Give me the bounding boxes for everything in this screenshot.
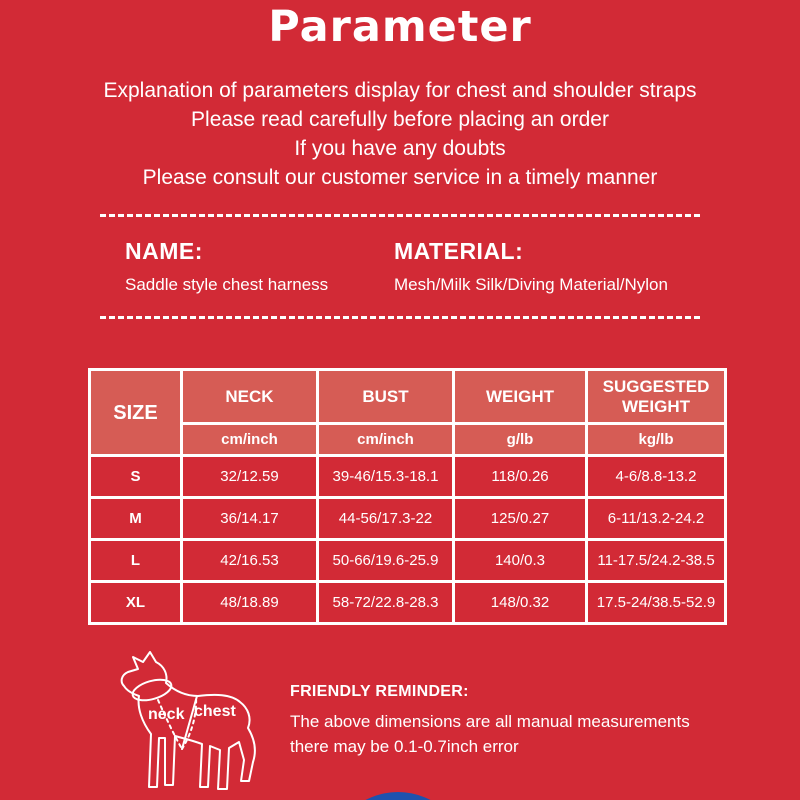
material-label: MATERIAL: bbox=[394, 238, 524, 264]
chest-diagram-label: chest bbox=[194, 703, 236, 720]
size-value: S bbox=[90, 456, 182, 498]
material-value: Mesh/Milk Silk/Diving Material/Nylon bbox=[394, 275, 668, 294]
size-value: M bbox=[90, 498, 182, 540]
weight-value: 118/0.26 bbox=[454, 456, 587, 498]
bust-value: 44-56/17.3-22 bbox=[318, 498, 454, 540]
col-header-neck: NECK bbox=[182, 370, 318, 424]
dog-measurement-diagram bbox=[112, 650, 272, 798]
reminder-line: The above dimensions are all manual measurements bbox=[290, 712, 690, 731]
suggested-weight-value: 6-11/13.2-24.2 bbox=[587, 498, 726, 540]
bust-value: 50-66/19.6-25.9 bbox=[318, 540, 454, 582]
unit-neck: cm/inch bbox=[182, 424, 318, 456]
neck-value: 42/16.53 bbox=[182, 540, 318, 582]
unit-weight: g/lb bbox=[454, 424, 587, 456]
product-material-block bbox=[394, 238, 668, 295]
product-name-block bbox=[125, 238, 328, 295]
intro-line: Please consult our customer service in a timely manner bbox=[142, 166, 658, 189]
bust-value: 58-72/22.8-28.3 bbox=[318, 582, 454, 624]
neck-diagram-label: neck bbox=[148, 706, 185, 723]
reminder-title: FRIENDLY REMINDER: bbox=[290, 683, 469, 700]
size-value: L bbox=[90, 540, 182, 582]
neck-value: 48/18.89 bbox=[182, 582, 318, 624]
table-row-xl bbox=[90, 582, 726, 624]
bottom-decorative-dome bbox=[328, 792, 468, 800]
unit-suggested-weight: kg/lb bbox=[587, 424, 726, 456]
table-row-m bbox=[90, 498, 726, 540]
weight-value: 140/0.3 bbox=[454, 540, 587, 582]
dashed-divider-top bbox=[100, 214, 700, 217]
unit-bust: cm/inch bbox=[318, 424, 454, 456]
suggested-weight-value: 17.5-24/38.5-52.9 bbox=[587, 582, 726, 624]
page-title: Parameter bbox=[268, 2, 532, 52]
weight-value: 125/0.27 bbox=[454, 498, 587, 540]
col-header-size: SIZE bbox=[90, 370, 182, 456]
weight-value: 148/0.32 bbox=[454, 582, 587, 624]
friendly-reminder bbox=[290, 679, 690, 759]
table-row-l bbox=[90, 540, 726, 582]
name-label: NAME: bbox=[125, 238, 203, 264]
size-table bbox=[88, 368, 727, 625]
suggested-weight-value: 11-17.5/24.2-38.5 bbox=[587, 540, 726, 582]
table-units-row bbox=[90, 424, 726, 456]
reminder-line: there may be 0.1-0.7inch error bbox=[290, 737, 519, 756]
neck-value: 32/12.59 bbox=[182, 456, 318, 498]
table-row-s bbox=[90, 456, 726, 498]
intro-line: Please read carefully before placing an order bbox=[191, 108, 609, 131]
intro-text bbox=[0, 76, 800, 192]
suggested-weight-value: 4-6/8.8-13.2 bbox=[587, 456, 726, 498]
col-header-bust: BUST bbox=[318, 370, 454, 424]
neck-value: 36/14.17 bbox=[182, 498, 318, 540]
size-value: XL bbox=[90, 582, 182, 624]
intro-line: If you have any doubts bbox=[294, 137, 506, 160]
col-header-weight: WEIGHT bbox=[454, 370, 587, 424]
col-header-suggested-weight: SUGGESTED WEIGHT bbox=[587, 370, 726, 424]
bust-value: 39-46/15.3-18.1 bbox=[318, 456, 454, 498]
neck-measure-loop bbox=[130, 676, 173, 704]
dashed-divider-bottom bbox=[100, 316, 700, 319]
table-header-row bbox=[90, 370, 726, 424]
intro-line: Explanation of parameters display for chest and shoulder straps bbox=[103, 79, 697, 102]
name-value: Saddle style chest harness bbox=[125, 275, 329, 294]
